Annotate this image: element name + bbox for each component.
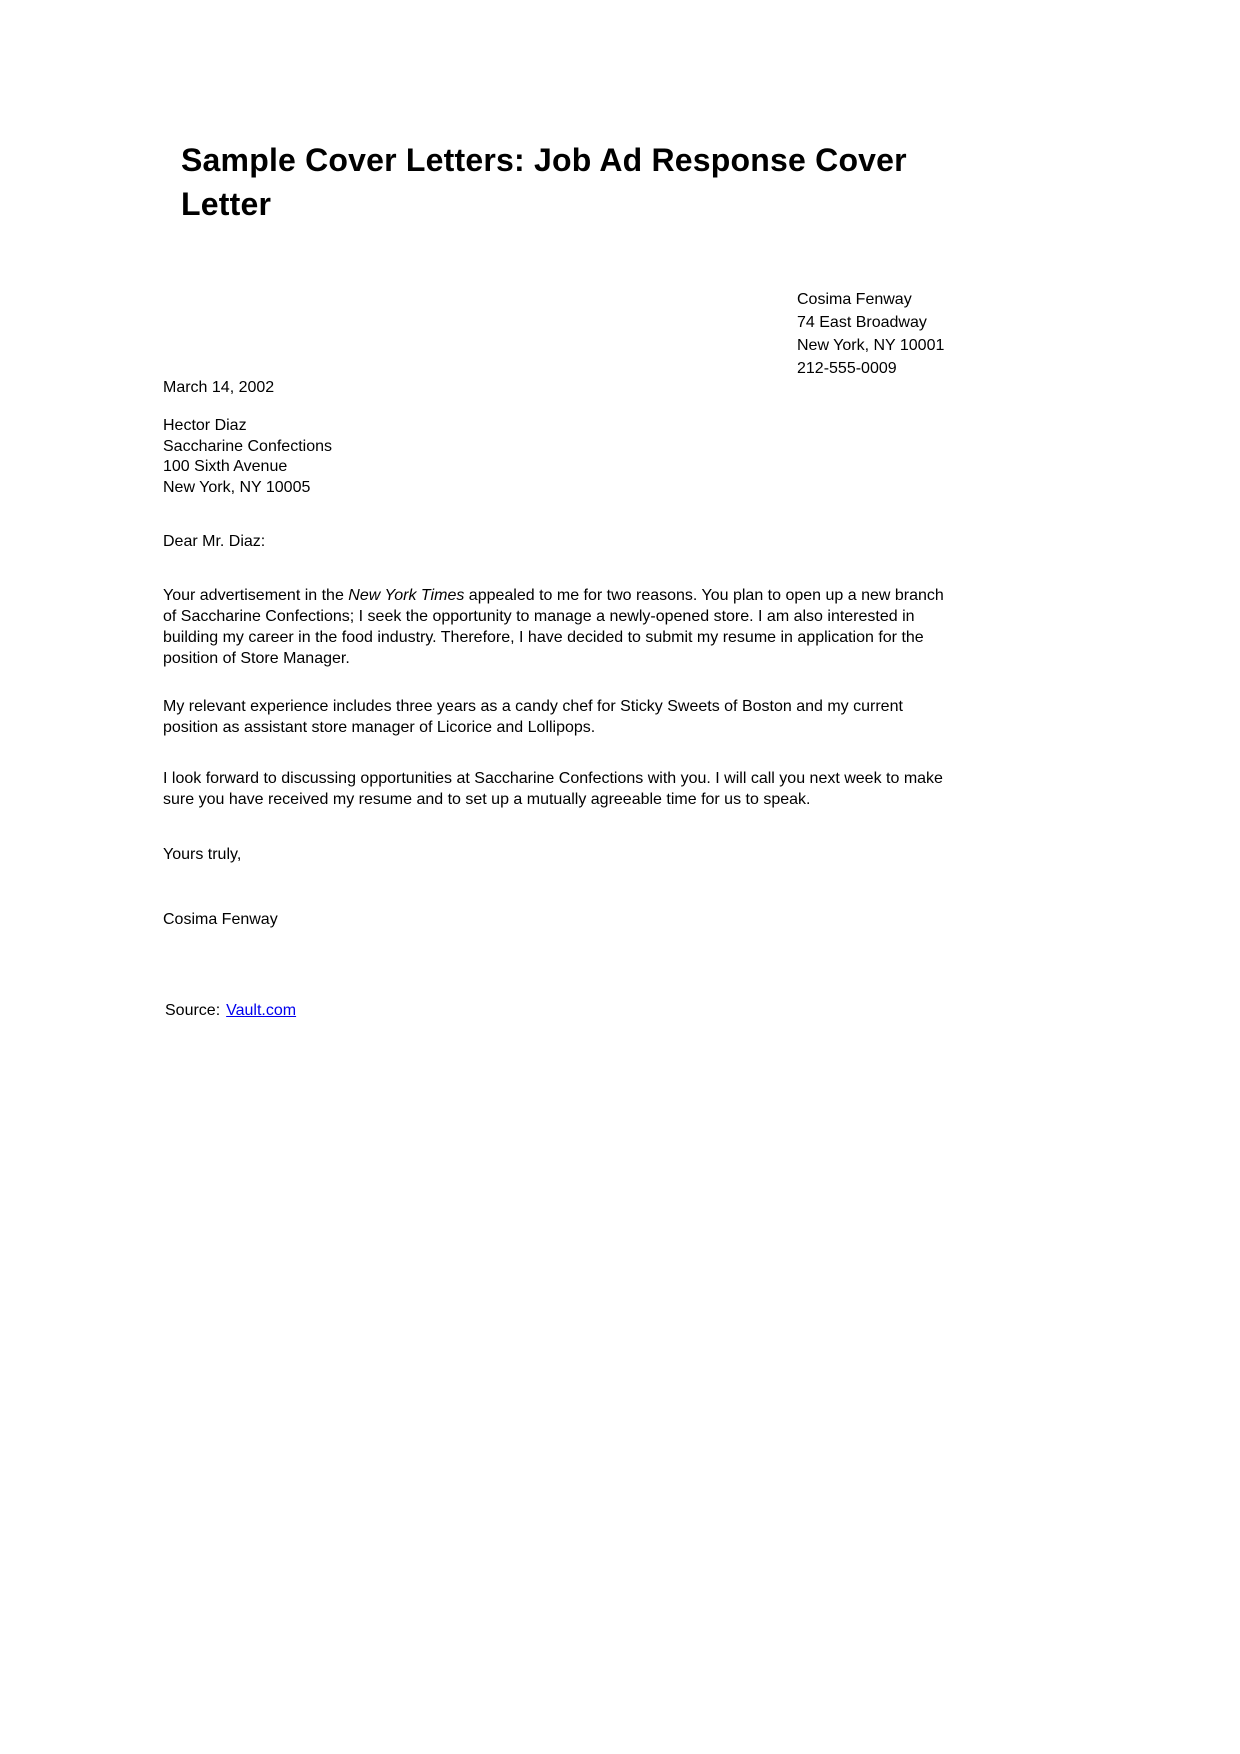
recipient-address-block	[163, 416, 332, 498]
closing-phrase: Yours truly,	[163, 846, 242, 863]
body-paragraph-1	[163, 585, 953, 669]
salutation: Dear Mr. Diaz:	[163, 533, 266, 550]
recipient-street: 100 Sixth Avenue	[163, 458, 288, 475]
sender-city: New York, NY 10001	[797, 337, 945, 354]
paragraph1-text-after: appealed to me for two reasons. You plan to open up a new branch of Saccharine Confections; I seek the opportunity to manage a newly-opened store. I am also interested in building my career in the food industry. Therefore, I have decided to submit my resume in application for the position of Store Manager.	[163, 587, 944, 667]
source-attribution	[165, 1000, 296, 1021]
body-paragraph-2: My relevant experience includes three years as a candy chef for Sticky Sweets of Boston and my current position as assistant store manager of Licorice and Lollipops.	[163, 698, 903, 736]
recipient-city: New York, NY 10005	[163, 478, 311, 496]
body-paragraph-3: I look forward to discussing opportunities at Saccharine Confections with you. I will call you next week to make sure you have received my resume and to set up a mutually agreeable time for us to speak.	[163, 770, 943, 808]
sender-address-block	[797, 288, 944, 380]
source-link[interactable]: Vault.com	[226, 1002, 297, 1019]
letter-date: March 14, 2002	[163, 379, 275, 396]
paragraph1-text-before: Your advertisement in the	[163, 587, 349, 604]
recipient-company: Saccharine Confections	[163, 437, 332, 455]
recipient-name: Hector Diaz	[163, 417, 247, 434]
newspaper-name-italic: New York Times	[348, 587, 465, 604]
sender-phone: 212-555-0009	[797, 360, 897, 377]
sender-name: Cosima Fenway	[797, 291, 912, 308]
sender-street: 74 East Broadway	[797, 314, 927, 331]
signature-name: Cosima Fenway	[163, 911, 278, 928]
page-title: Sample Cover Letters: Job Ad Response Cover Letter	[181, 142, 907, 222]
source-label: Source:	[165, 1002, 221, 1019]
